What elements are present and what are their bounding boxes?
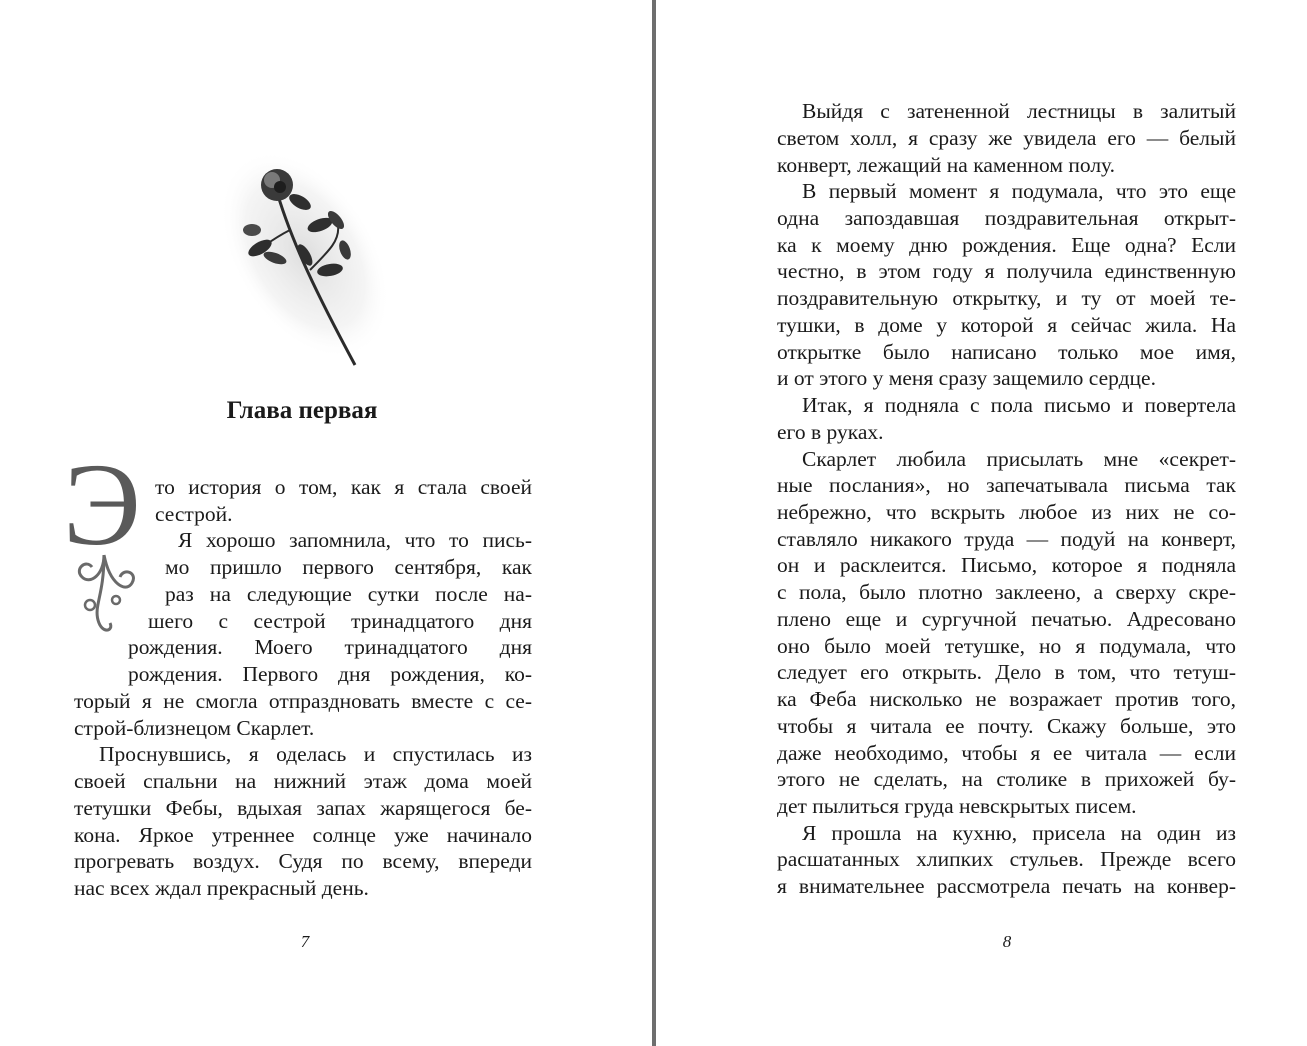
text-line: ка Феба нисколько не возражает против того, [777,687,1236,711]
text-line: сестрой. [155,502,233,526]
drop-cap [60,439,160,655]
text-line: рождения. Моего тринадцатого дня [128,635,532,659]
text-line: торый я не смогла отпраздновать вместе с се- [74,689,532,713]
text-line: Скарлет любила присылать мне «секрет- [802,447,1236,471]
text-line: шего с сестрой тринадцатого дня [148,609,532,633]
text-line: он и расклеится. Письмо, которое я подняла [777,553,1236,577]
text-line: кона. Яркое утреннее солнце уже начинало [74,823,532,847]
text-line: В первый момент я подумала, что это еще [802,179,1236,203]
text-line: следует его открыть. Дело в том, что тетуш- [777,660,1236,684]
text-line: раз на следующие сутки после на- [165,582,532,606]
text-line: ные послания», но запечатывала письма так [777,473,1236,497]
text-line: нас всех ждал прекрасный день. [74,876,369,900]
text-line: мо пришло первого сентября, как [165,555,532,579]
text-line: этого не сделать, на столике в прихожей бу- [777,767,1236,791]
text-line: рождения. Первого дня рождения, ко- [128,662,532,686]
text-line: с пола, было плотно заклеено, а сверху скре- [777,580,1236,604]
text-line: плено еще и сургучной печатью. Адресовано [777,607,1236,631]
text-line: строй-близнецом Скарлет. [74,716,315,740]
page-number: 8 [1002,932,1012,951]
text-line: тетушки Фебы, вдыхая запах жарящегося бе- [74,796,532,820]
text-line: открытке было написано только мое имя, [777,340,1236,364]
text-line: его в руках. [777,420,884,444]
text-line: одна запоздавшая поздравительная открыт- [777,206,1236,230]
page-number: 7 [300,932,310,951]
text-line: прогревать воздух. Судя по всему, впереди [74,849,532,873]
drop-cap-letter: Э [63,439,141,570]
text-line: то история о том, как я стала своей [155,475,532,499]
text-line: Проснувшись, я оделась и спустилась из [99,742,532,766]
text-line: чтобы я читала ее почту. Скажу больше, это [777,714,1236,738]
flourish-ornament [60,439,160,655]
text-line: Итак, я подняла с пола письмо и повертела [802,393,1236,417]
text-line: даже необходимо, чтобы я ее читала — если [777,741,1236,765]
text-line: поздравительную открытку, и ту от моей те- [777,286,1236,310]
text-line: Я хорошо запомнила, что то пись- [178,528,532,552]
text-line: небрежно, что вскрыть любое из них не со- [777,500,1236,524]
text-line: расшатанных хлипких стульев. Прежде всего [777,847,1236,871]
text-line: ка к моему дню рождения. Еще одна? Если [777,233,1236,257]
rose-illustration [180,130,430,380]
left-page [0,0,652,1046]
text-line: конверт, лежащий на каменном полу. [777,153,1116,177]
text-line: Выйдя с затененной лестницы в залитый [802,99,1236,123]
text-line: своей спальни на нижний этаж дома моей [74,769,532,793]
text-line: и от этого у меня сразу защемило сердце. [777,366,1156,390]
text-line: дет пылиться груда невскрытых писем. [777,794,1137,818]
text-line: ставляло никакого труда — подуй на конверт, [777,527,1236,551]
chapter-title: Глава первая [226,397,378,424]
text-line: я внимательнее рассмотрела печать на конвер- [777,874,1236,898]
text-line: оно было моей тетушке, но я подумала, что [777,634,1236,658]
text-line: светом холл, я сразу же увидела его — белый [777,126,1236,150]
right-page [656,0,1307,1046]
text-line: честно, в этом году я получила единственную [777,259,1236,283]
text-line: тушки, в доме у которой я сейчас жила. На [777,313,1236,337]
text-line: Я прошла на кухню, присела на один из [802,821,1236,845]
